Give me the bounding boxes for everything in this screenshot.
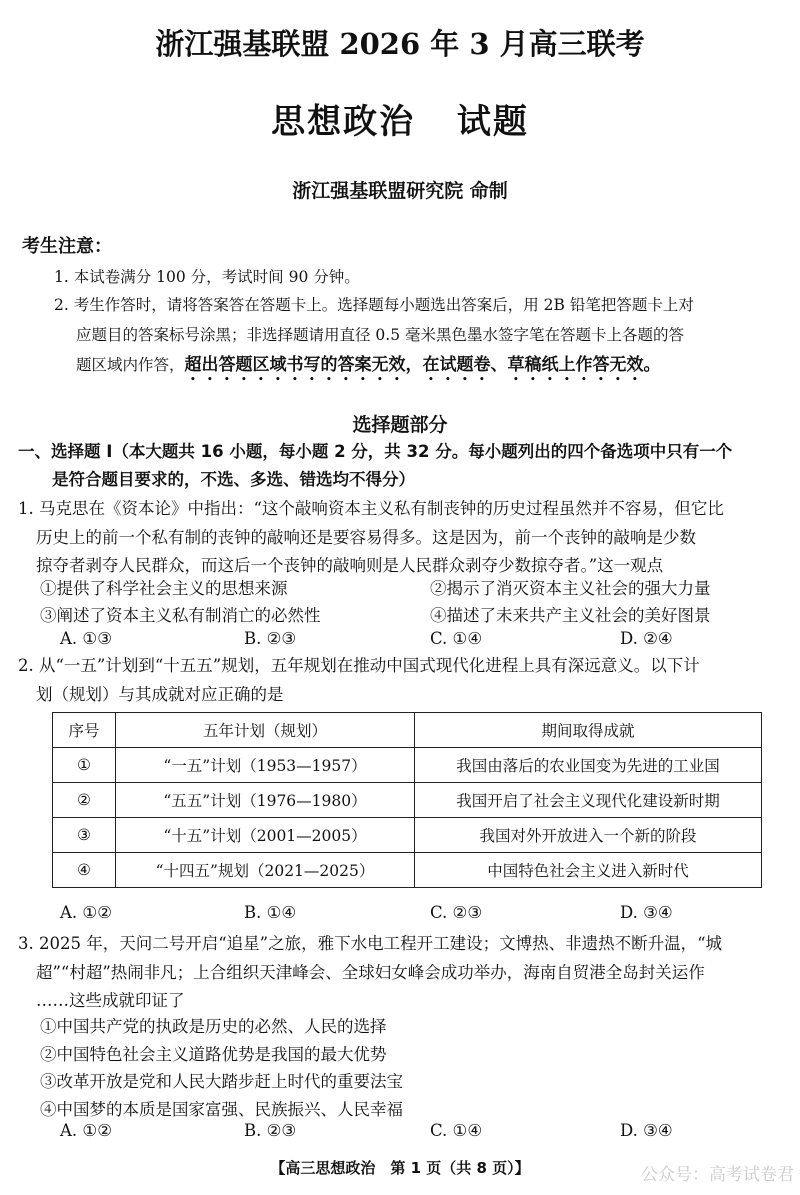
table-cell: “一五”计划（1953—1957） <box>116 748 415 783</box>
question-3-choice-d[interactable]: D. ③④ <box>620 1121 673 1140</box>
table-cell: ③ <box>53 818 116 853</box>
question-3-statement: ③改革开放是党和人民大踏步赶上时代的重要法宝 <box>40 1072 403 1091</box>
subject-title: 思想政治 试题 <box>271 102 529 142</box>
table-header-cell: 序号 <box>53 713 116 748</box>
question-1-line-2: 历史上的前一个私有制的丧钟的敲响还是要容易得多。这是因为，前一个丧钟的敲响是少数 <box>36 527 696 547</box>
question-3-line-3: ……这些成就印证了 <box>36 991 185 1010</box>
question-1-statement: ③阐述了资本主义私有制消亡的必然性 <box>40 606 321 625</box>
notice-heading: 考生注意： <box>22 236 112 257</box>
table-cell: 我国对外开放进入一个新的阶段 <box>415 818 762 853</box>
notice-item-2 <box>54 290 770 385</box>
question-1-choice-c[interactable]: C. ①④ <box>430 629 483 648</box>
question-3-line-2: 超”“村超”热闹非凡；上合组织天津峰会、全球妇女峰会成功举办，海南自贸港全岛封关运作 <box>36 962 705 982</box>
table-cell: “十五”计划（2001—2005） <box>116 818 415 853</box>
question-2-line-1: 2. 从“一五”计划到“十五五”规划，五年规划在推动中国式现代化进程上具有深远意义。以下计 <box>18 656 700 675</box>
question-2-choice-d[interactable]: D. ③④ <box>620 903 673 922</box>
question-2-choice-b[interactable]: B. ①④ <box>244 903 297 922</box>
notice-item-2-line-2: 应题目的答案标号涂黑；非选择题请用直径 0.5 毫米黑色墨水签字笔在答题卡上各题的答 <box>76 326 685 344</box>
question-1-statement: ②揭示了消灭资本主义社会的强大力量 <box>430 579 711 598</box>
part-instructions <box>18 438 783 494</box>
question-1-statement: ①提供了科学社会主义的思想来源 <box>40 579 288 598</box>
table-cell: ① <box>53 748 116 783</box>
question-3-line-1: 3. 2025 年，天问二号开启“追星”之旅，雅下水电工程开工建设；文博热、非遗热不断升温，“城 <box>18 934 723 953</box>
question-2-choice-a[interactable]: A. ①② <box>60 903 112 922</box>
question-3-stem <box>18 930 783 1016</box>
table-row <box>53 783 762 818</box>
table-cell: “十四五”规划（2021—2025） <box>116 853 415 888</box>
question-3-statement: ④中国梦的本质是国家富强、民族振兴、人民幸福 <box>40 1099 403 1119</box>
table-row <box>53 818 762 853</box>
question-1-choice-a[interactable]: A. ①③ <box>60 629 112 648</box>
question-3-choices <box>60 1121 760 1147</box>
question-3-choice-a[interactable]: A. ①② <box>60 1121 112 1140</box>
notice-item-2-line-3 <box>54 350 770 385</box>
question-3-statements <box>40 1013 740 1123</box>
question-1-line-3: 掠夺者剥夺人民群众，而这后一个丧钟的敲响则是人民群众剥夺少数掠夺者。”这一观点 <box>36 556 664 575</box>
table-header-row <box>53 713 762 748</box>
table-cell: “五五”计划（1976—1980） <box>116 783 415 818</box>
issuer-line: 浙江强基联盟研究院 命制 <box>292 180 508 202</box>
question-2-choice-c[interactable]: C. ②③ <box>430 903 483 922</box>
question-2-line-2: 划（规划）与其成就对应正确的是 <box>36 684 284 704</box>
table-header-cell: 期间取得成就 <box>415 713 762 748</box>
table-cell: ④ <box>53 853 116 888</box>
notice-item-2-line-3-text: 题区域内作答， <box>76 356 185 374</box>
table-row <box>53 853 762 888</box>
notice-item-2-line-1: 2. 考生作答时，请将答案答在答题卡上。选择题每小题选出答案后，用 2B 铅笔把答题卡上对 <box>54 296 694 314</box>
watermark-text: 公众号：高考试卷君 <box>641 1165 794 1185</box>
question-1-stem <box>18 495 783 581</box>
part-instructions-line-2: 是符合题目要求的，不选、多选、错选均不得分） <box>52 470 415 489</box>
question-2-stem <box>18 652 783 709</box>
table-header-cell: 五年计划（规划） <box>116 713 415 748</box>
exam-title: 浙江强基联盟 2026 年 3 月高三联考 <box>155 27 645 61</box>
question-3-choice-b[interactable]: B. ②③ <box>244 1121 297 1140</box>
question-2-choices <box>60 903 760 929</box>
page-footer: 【高三思想政治 第 1 页（共 8 页）】 <box>270 1159 530 1177</box>
question-1-choice-d[interactable]: D. ②④ <box>620 629 673 648</box>
notice-emphasis: 超出答题区域书写的答案无效，在试题卷、草稿纸上作答无效。 <box>184 355 661 375</box>
table-cell: ② <box>53 783 116 818</box>
table-cell: 中国特色社会主义进入新时代 <box>415 853 762 888</box>
table-row <box>53 748 762 783</box>
five-year-plan-table <box>52 712 762 888</box>
section-heading: 选择题部分 <box>352 414 448 436</box>
question-3-statement: ①中国共产党的执政是历史的必然、人民的选择 <box>40 1017 387 1036</box>
question-1-choice-b[interactable]: B. ②③ <box>244 629 297 648</box>
question-3-statement: ②中国特色社会主义道路优势是我国的最大优势 <box>40 1044 387 1064</box>
table-cell: 我国由落后的农业国变为先进的工业国 <box>415 748 762 783</box>
question-3-choice-c[interactable]: C. ①④ <box>430 1121 483 1140</box>
table-cell: 我国开启了社会主义现代化建设新时期 <box>415 783 762 818</box>
question-1-statement: ④描述了未来共产主义社会的美好图景 <box>430 606 711 625</box>
question-1-line-1: 1. 马克思在《资本论》中指出：“这个敲响资本主义私有制丧钟的历史过程虽然并不容易，但它比 <box>18 499 724 518</box>
notice-item-1: 1. 本试卷满分 100 分，考试时间 90 分钟。 <box>54 268 360 286</box>
part-instructions-line-1: 一、选择题 Ⅰ（本大题共 16 小题，每小题 2 分，共 32 分。每小题列出的四个备选项中只有一个 <box>18 442 733 461</box>
